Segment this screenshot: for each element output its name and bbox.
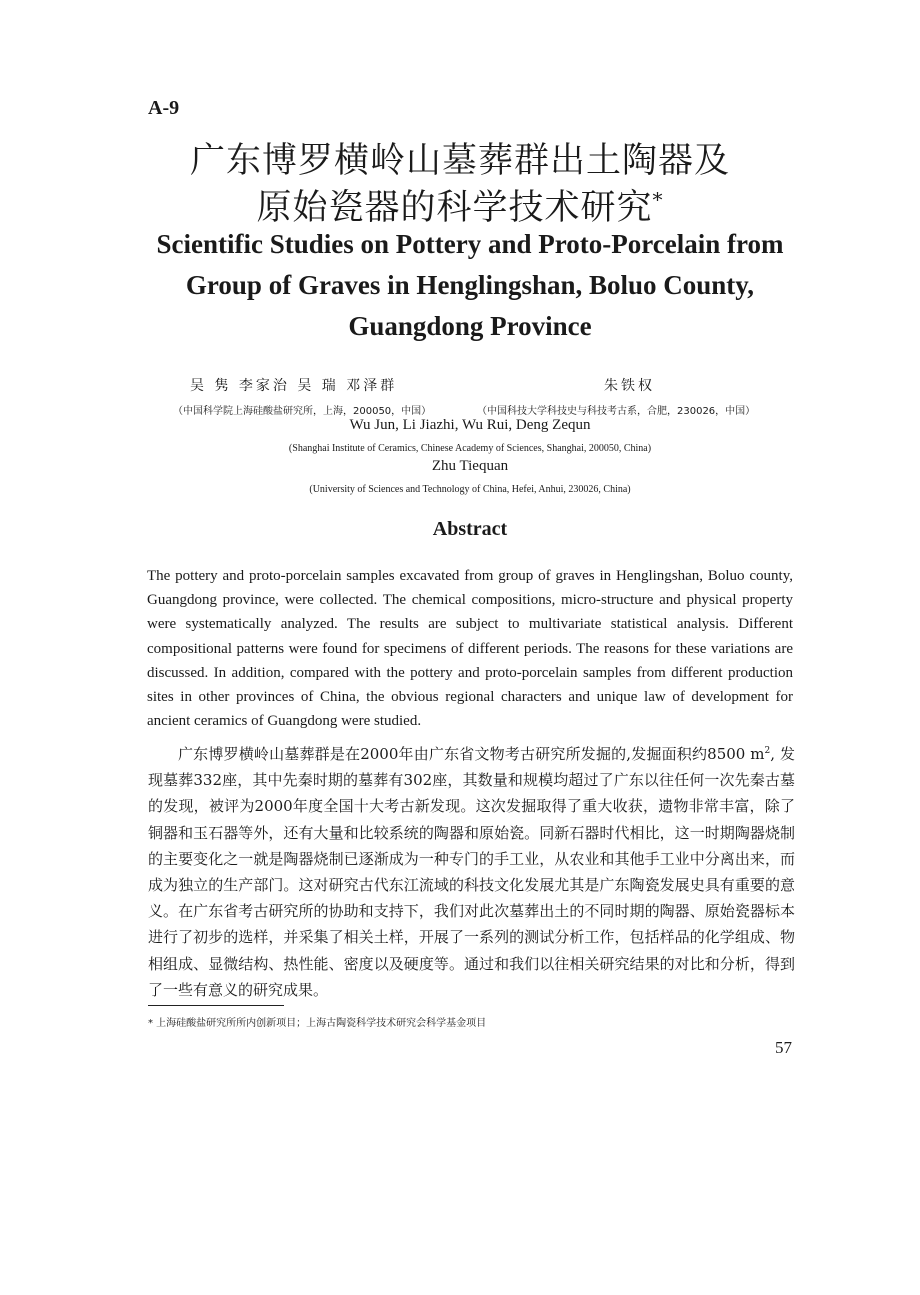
- page-number: 57: [775, 1038, 792, 1057]
- authors-english-line-2: Zhu Tiequan: [431, 458, 509, 474]
- authors-chinese-group-1: 吴 隽 李家治 吴 瑞 邓泽群: [190, 378, 398, 394]
- title-chinese-line-1: 广东博罗横岭山墓葬群出土陶器及: [189, 141, 730, 181]
- body-paragraph-rest: , 发现墓葬332座，其中先秦时期的墓葬有302座，其数量和规模均超过了广东以往任何一次先秦古墓的发现，被评为2000年度全国十大考古新发现。这次发掘取得了重大收获，遗物非常丰富，除了铜器和玉石器等外，还有大量和比较系统的陶器和原始瓷。同新石器时代相比，这一时期陶器烧制的主要变化之一就是陶器烧制已逐渐成为一种专门的手工业，从农业和其他手工业中分离出来，而成为独立的生产部门。这对研究古代东江流域的科技文化发展尤其是广东陶瓷发展史具有重要的意义。在广东省考古研究所的协助和支持下，我们对此次墓葬出土的不同时期的陶器、原始瓷器标本进行了初步的选样，并采集了相关土样，开展了一系列的测试分析工作，包括样品的化学组成、物相组成、显微结构、热性能、密度以及硬度等。通过和我们以往相关研究结果的对比和分析，得到了一些有意义的研究成果。: [148, 745, 795, 999]
- abstract-text: The pottery and proto-porcelain samples excavated from group of graves in Henglingshan, Boluo county, Guangdong province, were collected. The chemical compositions, micro-structure and physical property were systematically analyzed. The results are subject to multivariate statistical analysis. Different compositional patterns were found for specimens of different periods. The reasons for these variations are discussed. In addition, compared with the pottery and proto-porcelain samples from different production sites in other provinces of China, the obvious regional characters and unique law of development for ancient ceramics of Guangdong were studied.: [147, 568, 793, 730]
- footnote-text: * 上海硅酸盐研究所所内创新项目；上海古陶瓷科学技术研究会科学基金项目: [148, 1018, 487, 1029]
- title-chinese-line-2: [0, 180, 920, 230]
- body-paragraph-start: 广东博罗横岭山墓葬群是在2000年由广东省文物考古研究所发掘的,发掘面积约8500 m: [178, 745, 765, 763]
- area-unit-superscript: 2: [764, 746, 771, 756]
- title-english-line-2: Group of Graves in Henglingshan, Boluo County,: [185, 270, 755, 300]
- body-paragraph: [148, 738, 795, 1003]
- affiliation-english-2: (University of Sciences and Technology of China, Hefei, Anhui, 230026, China): [309, 484, 631, 495]
- authors-chinese-group-2: 朱铁权: [604, 378, 655, 394]
- footnote-divider: [148, 1005, 284, 1006]
- paper-id-label: A-9: [148, 97, 180, 119]
- affiliation-chinese-2: （中国科技大学科技史与科技考古系，合肥，230026，中国）: [477, 406, 756, 417]
- title-chinese-line-2-text: 原始瓷器的科学技术研究: [256, 188, 653, 228]
- title-footnote-mark: *: [652, 187, 664, 212]
- affiliation-chinese-1: （中国科学院上海硅酸盐研究所，上海，200050，中国）: [173, 406, 432, 417]
- affiliation-english-1: (Shanghai Institute of Ceramics, Chinese Academy of Sciences, Shanghai, 200050, China): [288, 443, 652, 454]
- title-english-line-1: Scientific Studies on Pottery and Proto-Porcelain from: [156, 229, 784, 259]
- authors-english-line-1: Wu Jun, Li Jiazhi, Wu Rui, Deng Zequn: [349, 417, 591, 433]
- abstract-heading: Abstract: [432, 518, 508, 540]
- title-english-line-3: Guangdong Province: [348, 311, 592, 341]
